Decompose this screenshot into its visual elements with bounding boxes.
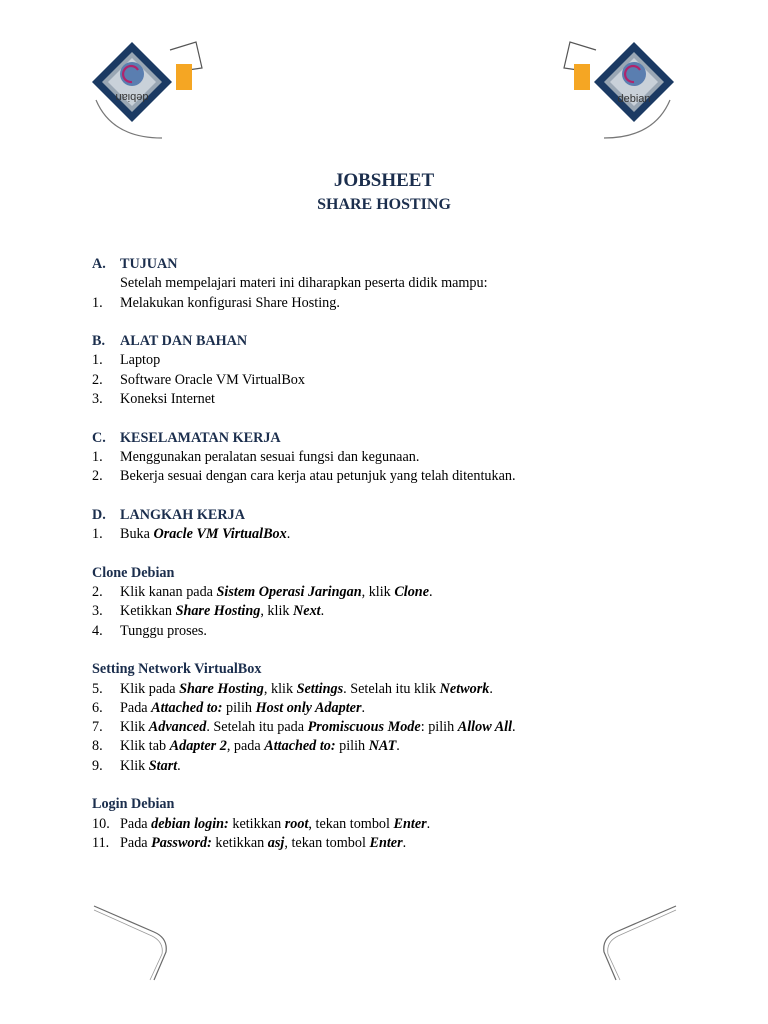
step-item: 7. Klik Advanced. Setelah itu pada Promiscuous Mode: pilih Allow All. xyxy=(92,719,516,736)
step-item: 1. Buka Oracle VM VirtualBox. xyxy=(92,526,291,543)
debian-logo-left xyxy=(92,40,204,140)
logo-right-text: debian xyxy=(617,93,651,105)
step-item: 10. Pada debian login: ketikkan root, tekan tombol Enter. xyxy=(92,815,431,832)
section-a-intro: Setelah mempelajari materi ini diharapkan peserta didik mampu: xyxy=(120,275,488,292)
subheading-clone: Clone Debian xyxy=(92,564,175,581)
step-item: 8. Klik tab Adapter 2, pada Attached to: pilih NAT. xyxy=(92,738,400,755)
step-item: 5. Klik pada Share Hosting, klik Settings. Setelah itu klik Network. xyxy=(92,680,493,697)
list-item: 2. Bekerja sesuai dengan cara kerja atau petunjuk yang telah ditentukan. xyxy=(92,468,516,485)
section-b-heading: B. ALAT DAN BAHAN xyxy=(92,333,248,350)
subheading-login: Login Debian xyxy=(92,796,175,813)
list-item: 1. Laptop xyxy=(92,352,161,369)
list-item: 3. Koneksi Internet xyxy=(92,391,215,408)
list-item: 1. Melakukan konfigurasi Share Hosting. xyxy=(92,294,340,311)
list-item: 2. Software Oracle VM VirtualBox xyxy=(92,371,305,388)
page-subtitle: SHARE HOSTING xyxy=(317,196,451,213)
section-a-heading: A. TUJUAN xyxy=(92,256,178,272)
list-item: 1. Menggunakan peralatan sesuai fungsi dan kegunaan. xyxy=(92,448,420,465)
step-item: 2. Klik kanan pada Sistem Operasi Jaringan, klik Clone. xyxy=(92,584,433,601)
step-item: 4. Tunggu proses. xyxy=(92,622,207,639)
corner-ornament-icon xyxy=(598,898,678,984)
section-d-heading: D. LANGKAH KERJA xyxy=(92,506,245,523)
document-body xyxy=(92,255,692,853)
subheading-network: Setting Network VirtualBox xyxy=(92,661,262,678)
step-item: 9. Klik Start. xyxy=(92,757,181,774)
logo-left-text: debian xyxy=(115,91,149,103)
debian-logo-right xyxy=(562,40,674,140)
step-item: 6. Pada Attached to: pilih Host only Adapter. xyxy=(92,699,366,716)
page-title: JOBSHEET xyxy=(333,170,435,191)
step-item: 11. Pada Password: ketikkan asj, tekan tombol Enter. xyxy=(92,834,407,851)
corner-ornament-icon xyxy=(92,898,172,984)
section-c-heading: C. KESELAMATAN KERJA xyxy=(92,429,281,446)
step-item: 3. Ketikkan Share Hosting, klik Next. xyxy=(92,603,325,620)
